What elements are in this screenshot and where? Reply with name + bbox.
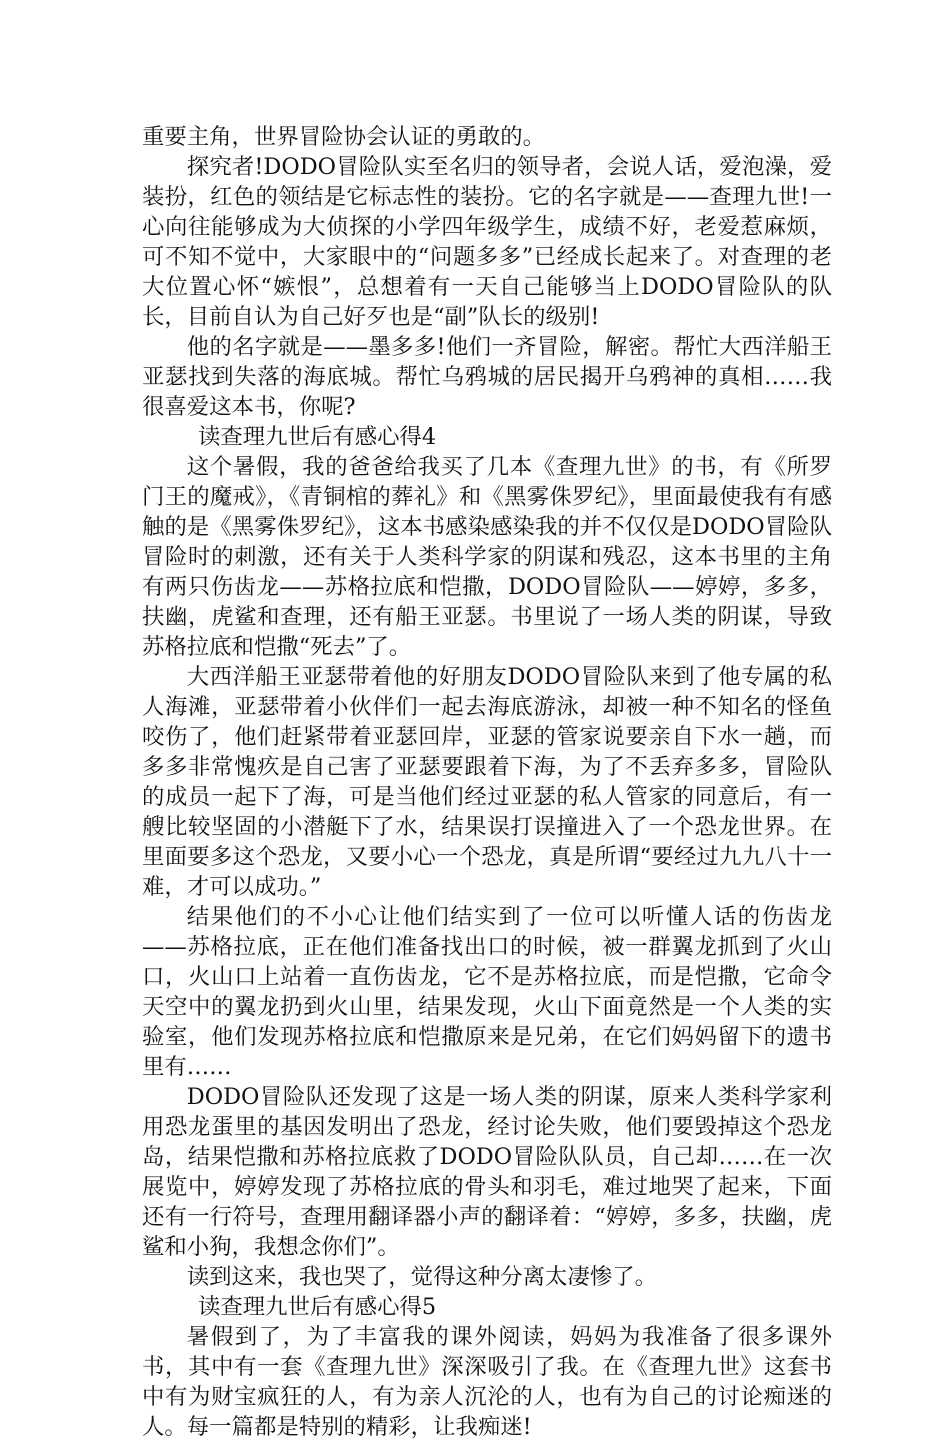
section-heading: 读查理九世后有感心得4: [198, 424, 437, 450]
paragraph: 探究者!DODO冒险队实至名归的领导者，会说人话，爱泡澡，爱装扮，红色的领结是它标志性的装扮。它的名字就是——查理九世!一心向往能够成为大侦探的小学四年级学生，成绩不好，老爱惹麻烦，可不知不觉中，大家眼中的“问题多多”已经成长起来了。对查理的老大位置心怀“嫉恨”，总想着有一天自己能够当上DODO冒险队的队长，目前自认为自己好歹也是“副”队长的级别!: [142, 154, 832, 330]
paragraph: 重要主角，世界冒险协会认证的勇敢的。: [142, 124, 546, 150]
paragraph: 暑假到了，为了丰富我的课外阅读，妈妈为我准备了很多课外书，其中有一套《查理九世》深深吸引了我。在《查理九世》这套书中有为财宝疯狂的人，有为亲人沉沦的人，也有为自己的讨论痴迷的人。每一篇都是特别的精彩，让我痴迷!: [142, 1324, 832, 1440]
document-body: [142, 122, 832, 1442]
paragraph: 他的名字就是——墨多多!他们一齐冒险，解密。帮忙大西洋船王亚瑟找到失落的海底城。帮忙乌鸦城的居民揭开乌鸦神的真相……我很喜爱这本书，你呢?: [142, 334, 832, 420]
paragraph: 结果他们的不小心让他们结实到了一位可以听懂人话的伤齿龙——苏格拉底，正在他们准备找出口的时候，被一群翼龙抓到了火山口，火山口上站着一直伤齿龙，它不是苏格拉底，而是恺撒，它命令天空中的翼龙扔到火山里，结果发现，火山下面竟然是一个人类的实验室，他们发现苏格拉底和恺撒原来是兄弟，在它们妈妈留下的遗书里有……: [142, 904, 832, 1080]
paragraph: 大西洋船王亚瑟带着他的好朋友DODO冒险队来到了他专属的私人海滩，亚瑟带着小伙伴们一起去海底游泳，却被一种不知名的怪鱼咬伤了，他们赶紧带着亚瑟回岸，亚瑟的管家说要亲自下水一趟，而多多非常愧疚是自己害了亚瑟要跟着下海，为了不丢弃多多，冒险队的成员一起下了海，可是当他们经过亚瑟的私人管家的同意后，有一艘比较坚固的小潜艇下了水，结果误打误撞进入了一个恐龙世界。在里面要多这个恐龙，又要小心一个恐龙，真是所谓“要经过九九八十一难，才可以成功。”: [142, 664, 832, 900]
paragraph: 这个暑假，我的爸爸给我买了几本《查理九世》的书，有《所罗门王的魔戒》，《青铜棺的葬礼》和《黑雾侏罗纪》，里面最使我有有感触的是《黑雾侏罗纪》，这本书感染感染我的并不仅仅是DODO冒险队冒险时的刺激，还有关于人类科学家的阴谋和残忍，这本书里的主角有两只伤齿龙——苏格拉底和恺撒，DODO冒险队——婷婷，多多，扶幽，虎鲨和查理，还有船王亚瑟。书里说了一场人类的阴谋，导致苏格拉底和恺撒“死去”了。: [142, 454, 832, 660]
paragraph: 读到这来，我也哭了，觉得这种分离太凄惨了。: [186, 1264, 657, 1290]
paragraph: DODO冒险队还发现了这是一场人类的阴谋，原来人类科学家利用恐龙蛋里的基因发明出了恐龙，经讨论失败，他们要毁掉这个恐龙岛，结果恺撒和苏格拉底救了DODO冒险队队员，自己却……在一次展览中，婷婷发现了苏格拉底的骨头和羽毛，难过地哭了起来，下面还有一行符号，查理用翻译器小声的翻译着：“婷婷，多多，扶幽，虎鲨和小狗，我想念你们”。: [142, 1084, 832, 1260]
section-heading: 读查理九世后有感心得5: [198, 1294, 437, 1320]
